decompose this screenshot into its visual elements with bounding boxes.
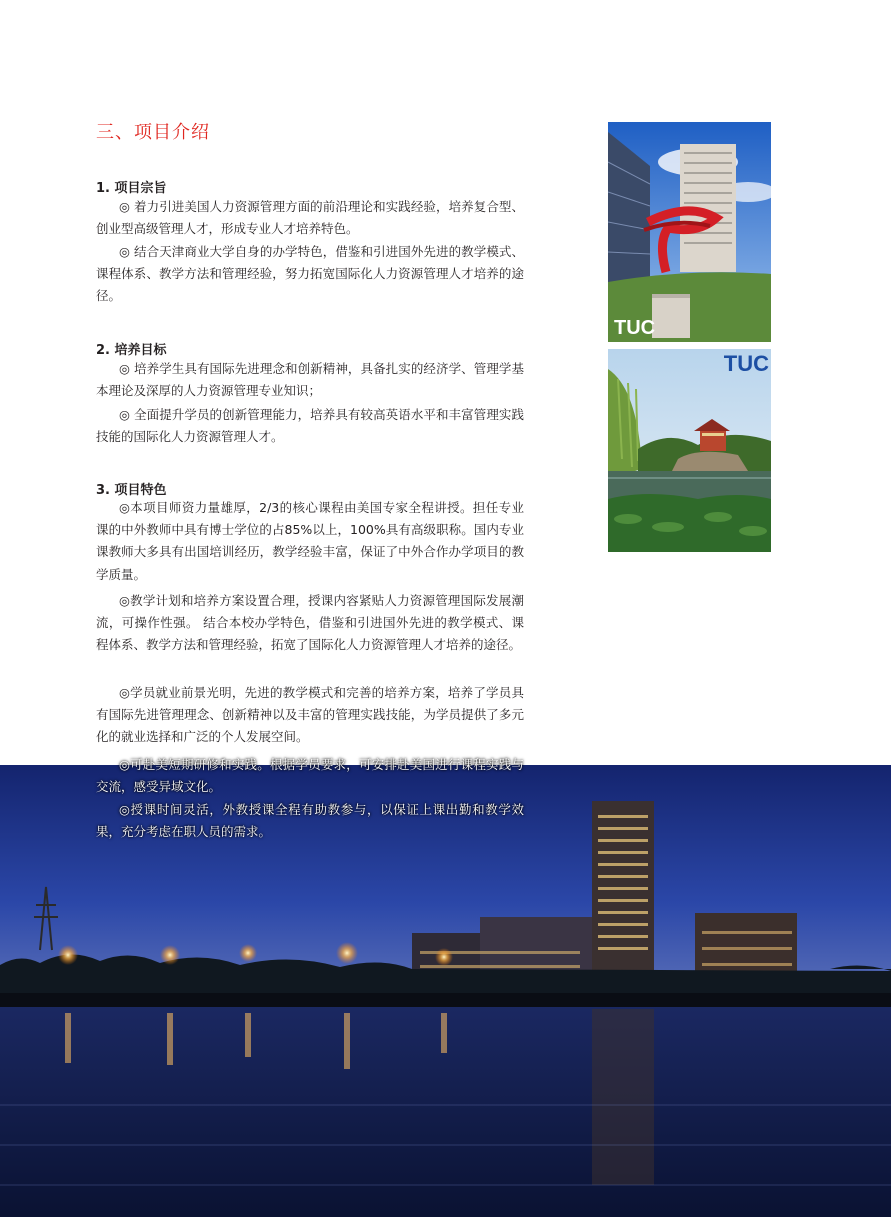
tuc-label: TUC xyxy=(723,351,769,376)
subsection-heading-objectives: 2. 培养目标 xyxy=(96,343,167,358)
features-paragraph-1: ◎本项目师资力量雄厚，2/3的核心课程由美国专家全程讲授。担任专业课的中外教师中具有博士学位的占85%以上，100%具有高级职称。国内专业课教师大多具有出国培训经历，教学经验丰富，保证了中外合作办学项目的教学质量。 xyxy=(96,500,524,582)
purpose-paragraph-2: ◎ 结合天津商业大学自身的办学特色，借鉴和引进国外先进的教学模式、课程体系、教学方法和管理经验，努力拓宽国际化人力资源管理人才培养的途径。 xyxy=(96,244,524,304)
tuc-label: TUC xyxy=(614,317,656,339)
campus-pavilion-photo xyxy=(608,349,771,552)
section-title: 三、项目介绍 xyxy=(96,122,210,143)
features-paragraph-2: ◎教学计划和培养方案设置合理，授课内容紧贴人力资源管理国际发展潮流，可操作性强。 结合本校办学特色，借鉴和引进国外先进的教学模式、课程体系、教学方法和管理经验，拓宽了国际化人力资源管理人才培养的途径。 xyxy=(96,593,524,653)
features-paragraph-4: ◎可赴美短期研修和实践。根据学员要求，可安排赴美国进行课程实践与交流，感受异域文化。 xyxy=(96,757,524,795)
features-paragraph-5: ◎授课时间灵活，外教授课全程有助教参与，以保证上课出勤和教学效果，充分考虑在职人员的需求。 xyxy=(96,802,524,840)
campus-sculpture-photo xyxy=(608,122,771,342)
subsection-heading-features: 3. 项目特色 xyxy=(96,483,167,498)
subsection-heading-purpose: 1. 项目宗旨 xyxy=(96,181,167,196)
objectives-paragraph-2: ◎ 全面提升学员的创新管理能力，培养具有较高英语水平和丰富管理实践技能的国际化人力资源管理人才。 xyxy=(96,407,524,445)
features-paragraph-3: ◎学员就业前景光明，先进的教学模式和完善的培养方案，培养了学员具有国际先进管理理念、创新精神以及丰富的管理实践技能，为学员提供了多元化的就业选择和广泛的个人发展空间。 xyxy=(96,685,524,745)
objectives-paragraph-1: ◎ 培养学生具有国际先进理念和创新精神，具备扎实的经济学、管理学基本理论及深厚的人力资源管理专业知识； xyxy=(96,361,524,399)
purpose-paragraph-1: ◎ 着力引进美国人力资源管理方面的前沿理论和实践经验，培养复合型、创业型高级管理人才，形成专业人才培养特色。 xyxy=(96,199,524,237)
